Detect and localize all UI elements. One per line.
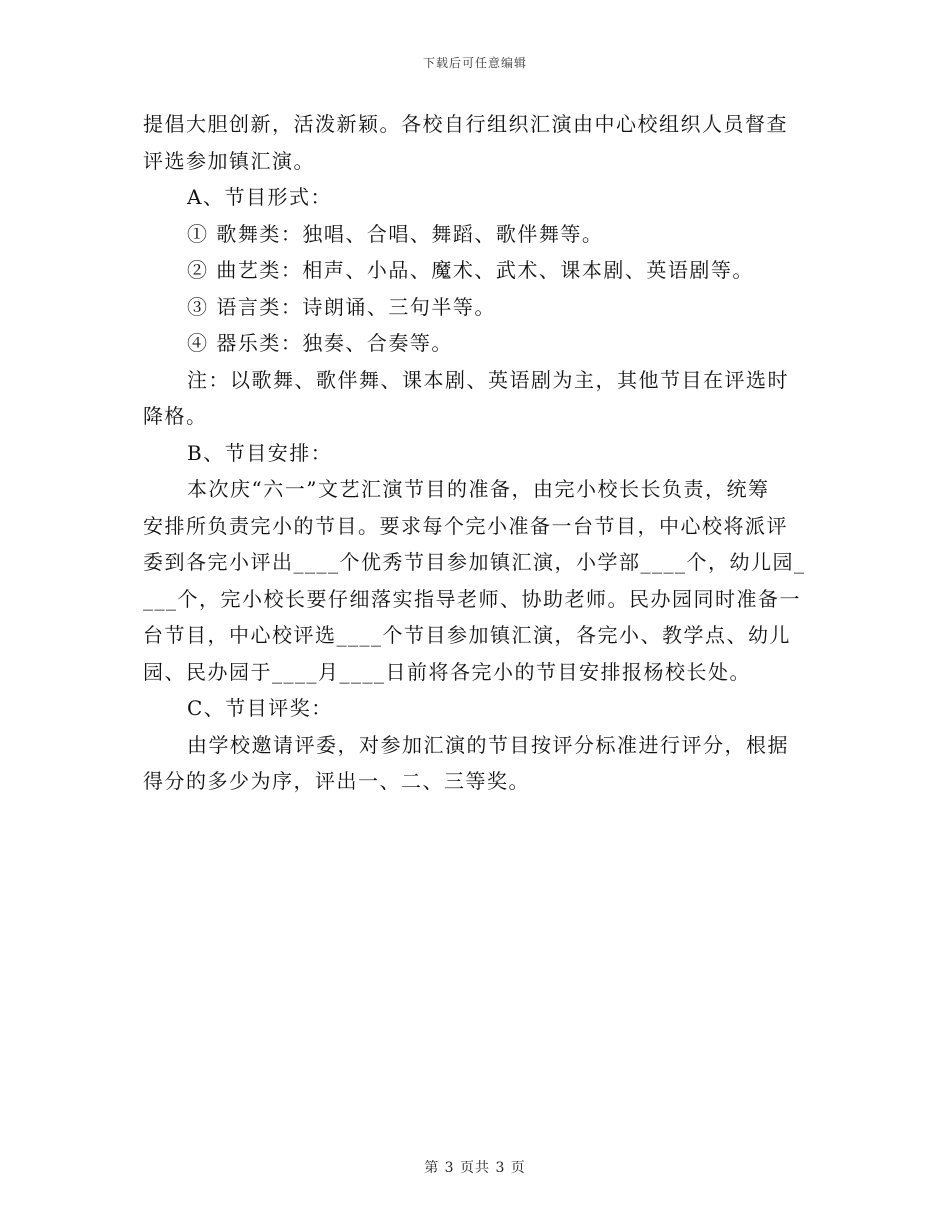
list-item-instrumental: ④ 器乐类：独奏、合奏等。 [187, 331, 453, 355]
paragraph-intro-continued [143, 106, 808, 179]
text-line: 台节目，中心校评选____个节目参加镇汇演，各完小、教学点、幼儿 [143, 623, 791, 647]
list-item [143, 252, 808, 289]
text-line: 安排所负责完小的节目。要求每个完小准备一台节目，中心校将派评 [143, 513, 788, 538]
text-line: 委到各完小评出____个优秀节目参加镇汇演，小学部____个，幼儿园_ [143, 550, 806, 574]
list-item [143, 216, 808, 253]
list-item [143, 289, 808, 326]
section-a-heading [143, 179, 808, 216]
section-c-title: C、节目评奖： [187, 696, 333, 720]
text-line: 提倡大胆创新，活泼新颖。各校自行组织汇演由中心校组织人员督查 [143, 112, 788, 136]
list-item-song-dance: ① 歌舞类：独唱、合唱、舞蹈、歌伴舞等。 [187, 221, 604, 246]
awards-paragraph [143, 727, 808, 800]
text-line: 降格。 [143, 404, 208, 428]
list-item-quyi: ② 曲艺类：相声、小品、魔术、武术、课本剧、英语剧等。 [187, 258, 754, 282]
text-line: 注：以歌舞、歌伴舞、课本剧、英语剧为主，其他节目在评选时 [187, 367, 789, 392]
section-b-title: B、节目安排： [187, 440, 333, 465]
arrangement-paragraph [143, 471, 808, 690]
section-c-heading [143, 690, 808, 727]
text-line: 本次庆“六一”文艺汇演节目的准备，由完小校长长负责，统筹 [187, 477, 770, 501]
text-line: 得分的多少为序，评出一、二、三等奖。 [143, 769, 530, 793]
section-a-title: A、节目形式： [187, 185, 332, 209]
list-item [143, 325, 808, 362]
text-line: ___个，完小校长要仔细落实指导老师、协助老师。民办园同时准备一 [143, 586, 801, 611]
page-header: 下载后可任意编辑 [422, 56, 527, 70]
document-body [143, 106, 808, 800]
text-line: 评选参加镇汇演。 [143, 148, 315, 173]
list-item-language: ③ 语言类：诗朗诵、三句半等。 [187, 294, 496, 319]
text-line: 由学校邀请评委，对参加汇演的节目按评分标准进行评分，根据 [187, 732, 789, 757]
text-line: 园、民办园于____月____日前将各完小的节目安排报杨校长处。 [143, 659, 751, 684]
page-footer: 第 3 页共 3 页 [424, 1160, 526, 1176]
section-b-heading [143, 435, 808, 472]
note-paragraph [143, 362, 808, 435]
